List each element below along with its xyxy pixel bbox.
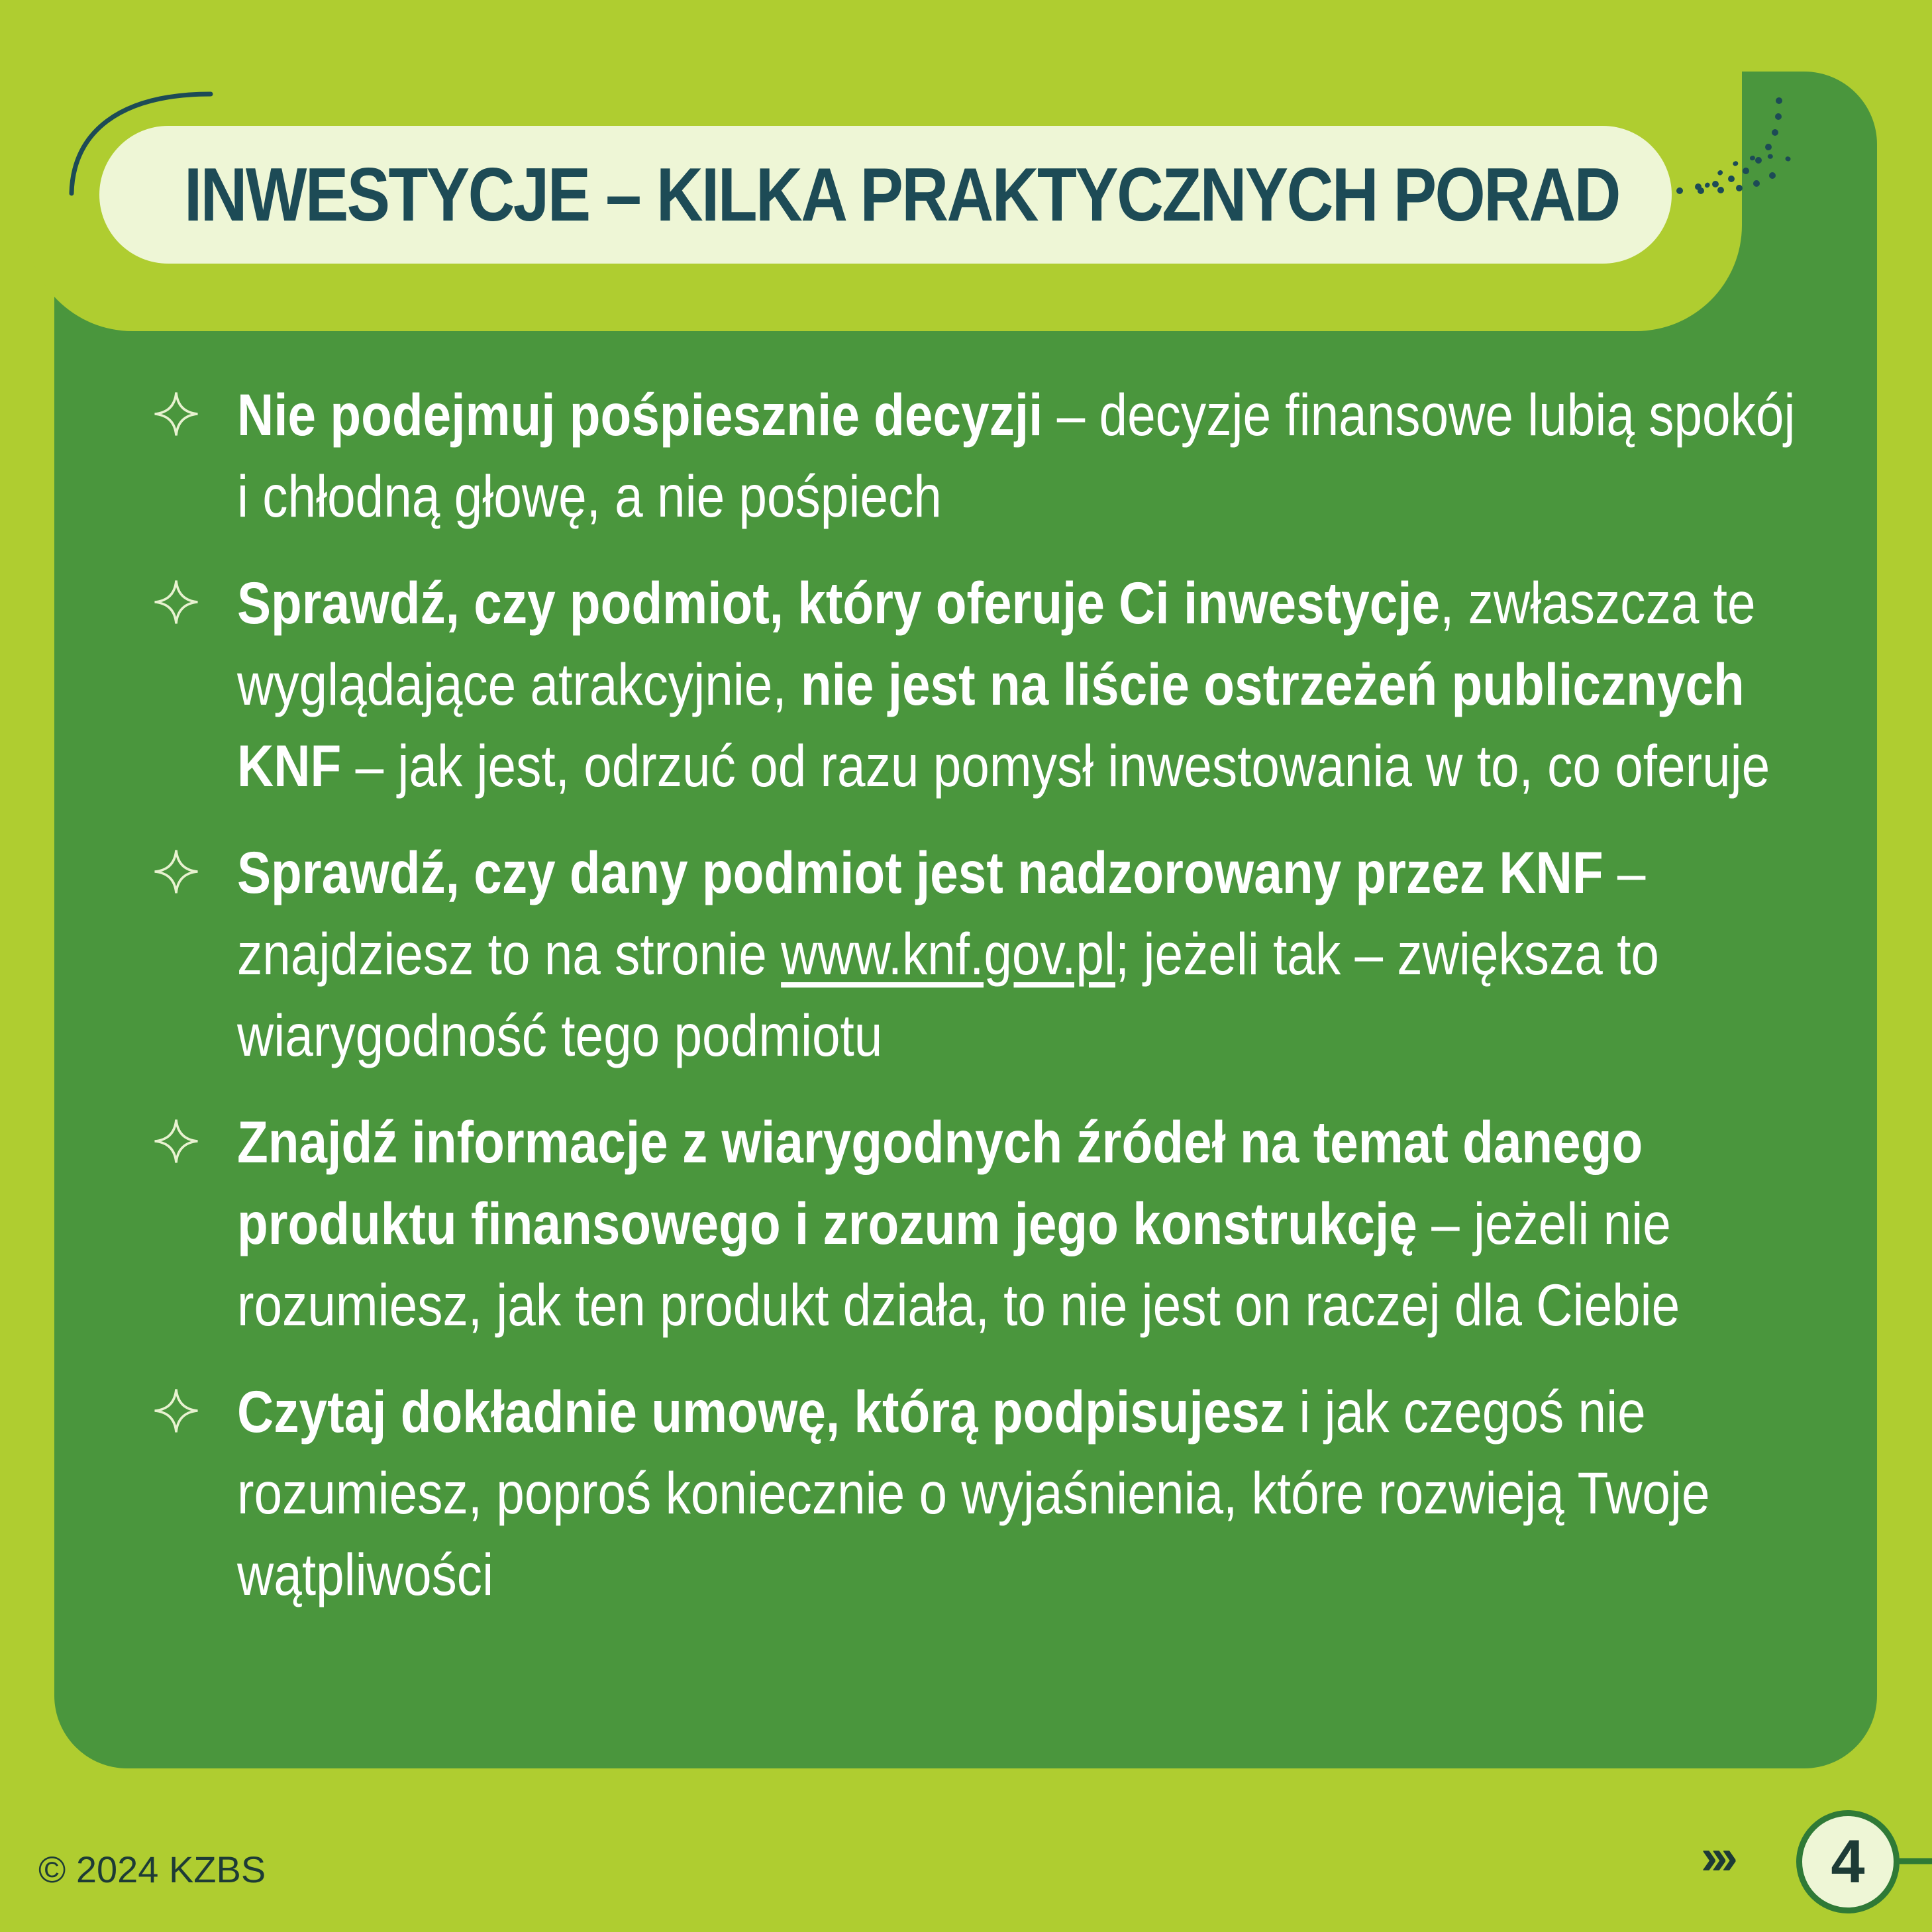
- tip-text-regular: , zwłaszcza te wyglądające atrakcyjnie,: [237, 570, 1756, 717]
- tip-text-bold: nie jest na liście ostrzeżeń publicznych KNF: [237, 651, 1745, 799]
- tip-text-bold: Nie podejmuj pośpiesznie decyzji: [237, 381, 1043, 448]
- sparkle-bullet-icon: [152, 1387, 200, 1435]
- triple-chevron-right-icon[interactable]: ›››: [1701, 1829, 1731, 1885]
- tip-text-regular: – decyzje finansowe lubią spokój i chłodną głowę, a nie pośpiech: [237, 381, 1796, 529]
- knf-link[interactable]: www.knf.gov.pl: [781, 921, 1115, 987]
- tip-text: [237, 562, 1811, 807]
- tip-text-bold: Sprawdź, czy dany podmiot jest nadzorowany przez KNF: [237, 839, 1603, 905]
- tip-text: [237, 374, 1811, 537]
- tip-text-regular: i jak czegoś nie rozumiesz, poproś koniecznie o wyjaśnienia, które rozwieją Twoje wątpliwości: [237, 1378, 1710, 1607]
- tip-text: [237, 1371, 1811, 1615]
- sparkle-bullet-icon: [152, 578, 200, 626]
- copyright: © 2024 KZBS: [38, 1849, 266, 1890]
- tip-text-regular: – znajdziesz to na stronie: [237, 839, 1646, 987]
- tip-text: [237, 1101, 1811, 1346]
- tip-item: [146, 1371, 1815, 1615]
- page-number: 4: [1796, 1810, 1900, 1913]
- tip-text-bold: Sprawdź, czy podmiot, który oferuje Ci inwestycje: [237, 570, 1441, 636]
- tip-item: [146, 562, 1815, 807]
- tip-text-regular: ; jeżeli tak – zwiększa to wiarygodność tego podmiotu: [237, 921, 1659, 1068]
- tip-text-bold: Czytaj dokładnie umowę, którą podpisujesz: [237, 1378, 1286, 1445]
- tip-text-bold: Znajdź informacje z wiarygodnych źródeł na temat danego produktu finansowego i zrozum jego konstrukcję: [237, 1109, 1643, 1256]
- sparkle-bullet-icon: [152, 848, 200, 895]
- tip-item: [146, 1101, 1815, 1346]
- tip-text-regular: – jak jest, odrzuć od razu pomysł inwestowania w to, co oferuje: [341, 733, 1770, 799]
- tip-item: [146, 832, 1815, 1076]
- page-title: INWESTYCJE – KILKA PRAKTYCZNYCH PORAD: [184, 152, 1619, 237]
- tips-list: [146, 374, 1815, 1641]
- sparkle-bullet-icon: [152, 1117, 200, 1165]
- tip-text: [237, 832, 1811, 1076]
- tip-item: [146, 374, 1815, 537]
- sparkle-bullet-icon: [152, 390, 200, 438]
- title-pill: [99, 126, 1672, 264]
- tip-text-regular: – jeżeli nie rozumiesz, jak ten produkt działa, to nie jest on raczej dla Ciebie: [237, 1190, 1680, 1338]
